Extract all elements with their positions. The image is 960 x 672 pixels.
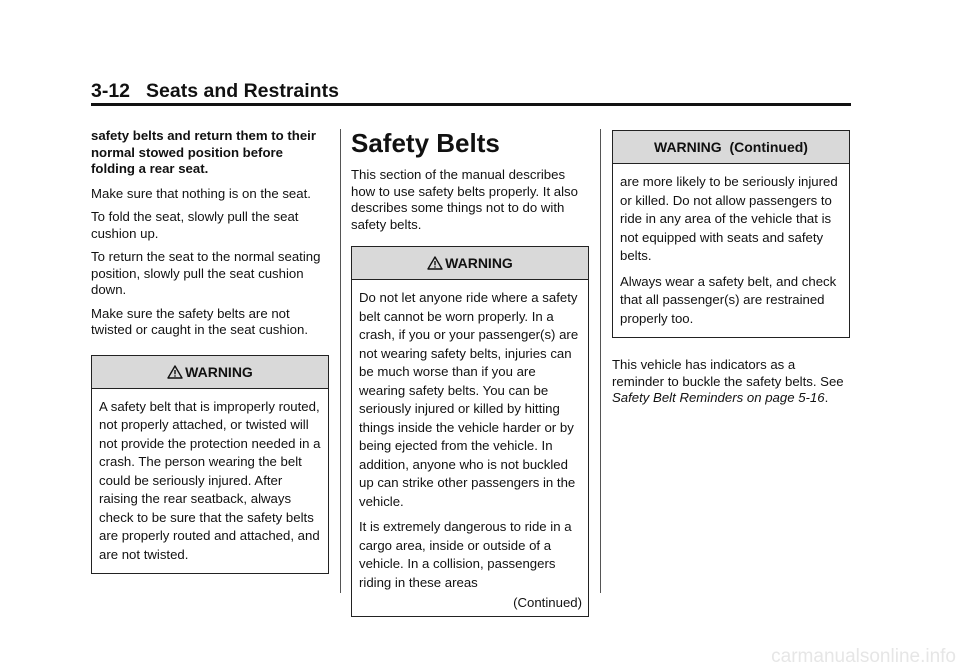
left-paragraph: To return the seat to the normal seating position, slowly pull the seat cushion down. xyxy=(91,249,321,297)
warning-text: Do not let anyone ride where a safety belt cannot be worn properly. In a crash, if you or your passenger(s) are not wearing safety belts, injuries can be much worse than if you are wearing safety belts. You can be seriously injured or killed by hitting things inside the vehicle harder or by being ejected from the vehicle. In addition, anyone who is not buckled up can strike other passengers in the vehicle. xyxy=(359,290,579,509)
left-paragraph: Make sure that nothing is on the seat. xyxy=(91,185,311,201)
left-paragraph: Make sure the safety belts are not twisted or caught in the seat cushion. xyxy=(91,305,308,337)
reminder-text: This vehicle has indicators as a reminder to buckle the safety belts. See xyxy=(612,357,844,389)
warning-header xyxy=(92,356,328,389)
warning-body xyxy=(613,164,849,337)
section-title: Safety Belts xyxy=(351,128,500,158)
warning-box-left xyxy=(91,355,329,575)
warning-triangle-icon xyxy=(167,365,183,379)
warning-text: Always wear a safety belt, and check that all passenger(s) are restrained properly too. xyxy=(620,273,837,326)
cross-reference-link[interactable]: Safety Belt Reminders on page 5-16 xyxy=(612,390,825,405)
header-rule xyxy=(91,103,851,106)
continued-label: (Continued) xyxy=(513,595,582,610)
watermark: carmanualsonline.info xyxy=(771,646,956,667)
page-header xyxy=(91,80,851,103)
warning-header xyxy=(352,247,588,280)
warning-title: WARNING xyxy=(185,363,253,380)
warning-text: A safety belt that is improperly routed, not properly attached, or twisted will not provide the protection needed in a crash. The person wearing the belt could be seriously injured. After raising the rear seatback, always check to be sure that the safety belts are properly routed and attached, and are not twisted. xyxy=(99,398,321,562)
warning-text: It is extremely dangerous to ride in a cargo area, inside or outside of a vehicle. In a collision, passengers riding in these areas xyxy=(359,519,572,590)
header-title xyxy=(91,80,851,103)
warning-body xyxy=(92,389,328,574)
warning-box-middle xyxy=(351,246,589,617)
column-divider-right xyxy=(600,129,601,593)
warning-title: WARNING xyxy=(445,255,513,271)
left-column xyxy=(91,128,329,574)
warning-text: are more likely to be seriously injured or killed. Do not allow passengers to ride in any area of the vehicle that is not equipped with seats and safety belts. xyxy=(620,174,838,263)
warning-title: WARNING (Continued) xyxy=(654,139,808,155)
warning-box-right xyxy=(612,130,850,338)
right-paragraph xyxy=(612,357,850,407)
warning-header xyxy=(613,131,849,164)
warning-triangle-icon xyxy=(427,256,443,270)
warning-body xyxy=(352,280,588,616)
column-divider-left xyxy=(340,129,341,593)
section-intro: This section of the manual describes how to use safety belts properly. It also describes some things not to do with safety belts. xyxy=(351,167,578,232)
reminder-text-end: . xyxy=(824,390,829,405)
middle-column xyxy=(351,128,589,617)
chapter-title: Seats and Restraints xyxy=(146,80,339,102)
right-column xyxy=(612,128,850,414)
left-paragraph: To fold the seat, slowly pull the seat cushion up. xyxy=(91,209,299,241)
page-number: 3-12 xyxy=(91,80,131,102)
left-lead-text: safety belts and return them to their normal stowed position before folding a rear seat. xyxy=(91,128,316,176)
